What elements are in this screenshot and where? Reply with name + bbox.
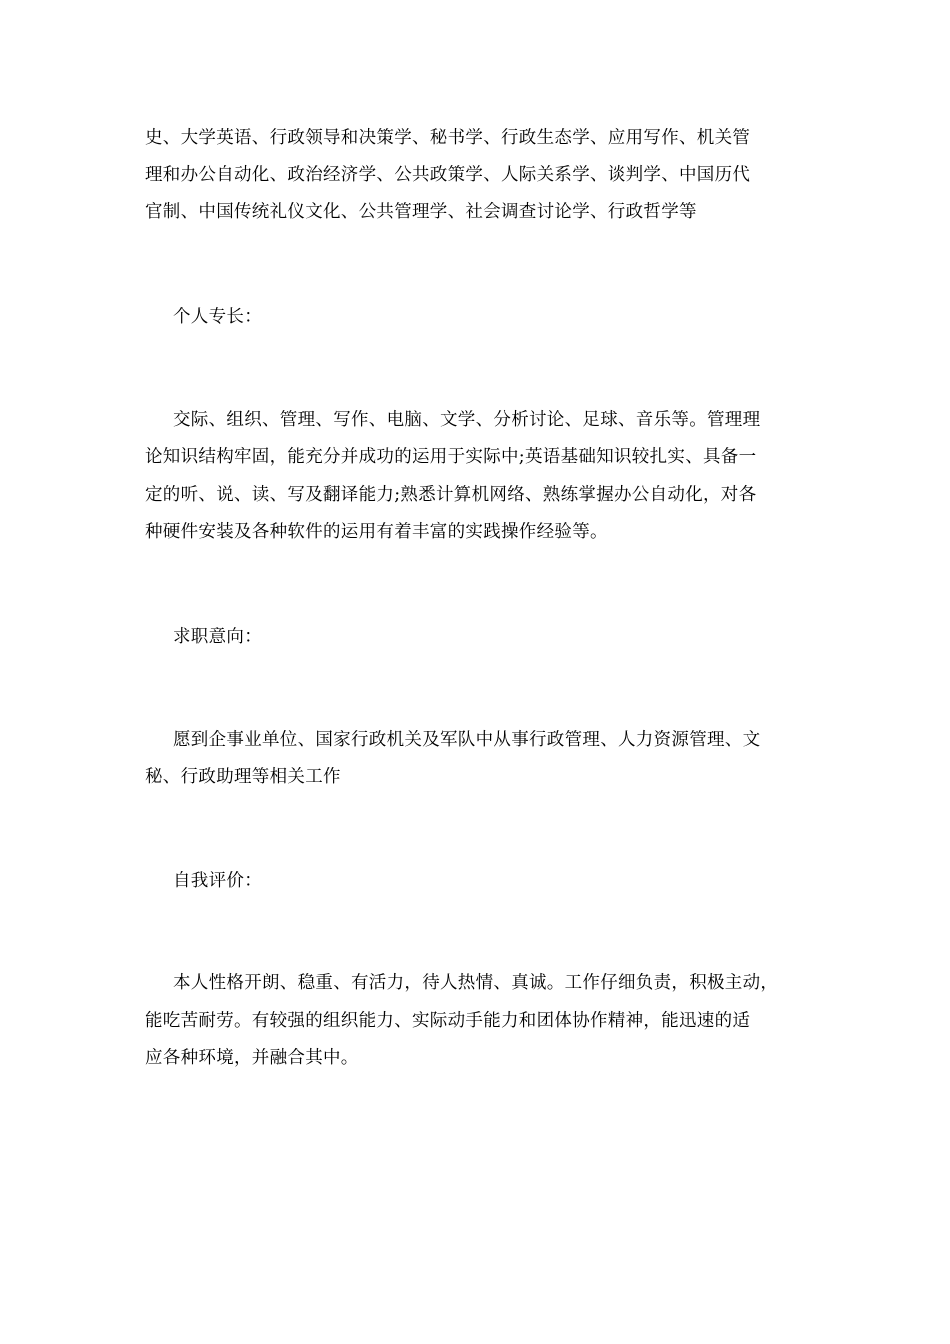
specialty-line-1: 交际、组织、管理、写作、电脑、文学、分析讨论、足球、音乐等。管理理 [173,410,761,430]
specialty-line-2: 论知识结构牢固，能充分并成功的运用于实际中;英语基础知识较扎实、具备一 [145,447,757,467]
evaluation-heading: 自我评价： [173,871,262,891]
evaluation-line-3: 应各种环境，并融合其中。 [145,1048,359,1068]
specialty-heading: 个人专长： [173,307,262,327]
specialty-line-3: 定的听、说、读、写及翻译能力;熟悉计算机网络、熟练掌握办公自动化，对各 [145,485,757,505]
courses-line-1: 史、大学英语、行政领导和决策学、秘书学、行政生态学、应用写作、机关管 [145,128,751,148]
objective-heading: 求职意向： [173,627,262,647]
evaluation-line-1: 本人性格开朗、稳重、有活力，待人热情、真诚。工作仔细负责，积极主动， [173,973,779,993]
specialty-line-4: 种硬件安装及各种软件的运用有着丰富的实践操作经验等。 [145,522,608,542]
courses-line-3: 官制、中国传统礼仪文化、公共管理学、社会调查讨论学、行政哲学等 [145,202,697,222]
objective-line-1: 愿到企事业单位、国家行政机关及军队中从事行政管理、人力资源管理、文 [173,730,761,750]
objective-line-2: 秘、行政助理等相关工作 [145,767,341,787]
courses-line-2: 理和办公自动化、政治经济学、公共政策学、人际关系学、谈判学、中国历代 [145,165,751,185]
evaluation-line-2: 能吃苦耐劳。有较强的组织能力、实际动手能力和团体协作精神，能迅速的适 [145,1011,751,1031]
